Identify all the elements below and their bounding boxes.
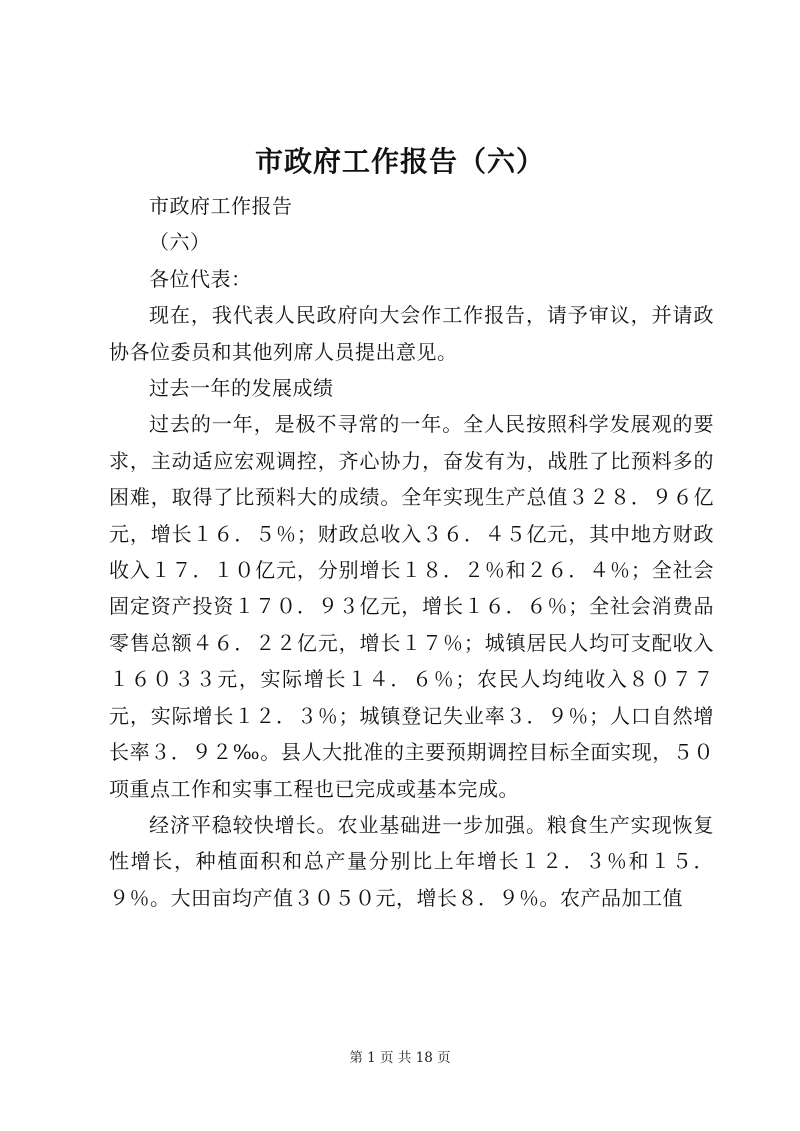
- paragraph-subtitle: 市政府工作报告: [149, 194, 293, 218]
- paragraph-economy: 经济平稳较快增长。农业基础进一步加强。粮食生产实现恢复性增长，种植面积和总产量分别比上年增长１２．３％和１５．９％。大田亩均产值３０５０元，增长８．９％。农产品加工值: [109, 812, 714, 910]
- document-title: 市政府工作报告（六）: [254, 145, 545, 178]
- page-footer: 第 1 页 共 18 页: [349, 1050, 451, 1066]
- document-body: [109, 188, 714, 916]
- paragraph-salutation: 各位代表：: [149, 266, 252, 291]
- section-heading: 过去一年的发展成绩: [149, 376, 334, 401]
- paragraph-number: （六）: [149, 230, 211, 255]
- paragraph-intro: 现在，我代表人民政府向大会作工作报告，请予审议，并请政协各位委员和其他列席人员提出意见。: [109, 303, 714, 364]
- paragraph-achievements: 过去的一年，是极不寻常的一年。全人民按照科学发展观的要求，主动适应宏观调控，齐心协力，奋发有为，战胜了比预料多的困难，取得了比预料大的成绩。全年实现生产总值３２８．９６亿元，增长１６．５％；财政总收入３６．４５亿元，其中地方财政收入１７．１０亿元，分别增长１８．２％和２６．４％；全社会固定资产投资１７０．９３亿元，增长１６．６％；全社会消费品零售总额４６．２２亿元，增长１７％；城镇居民人均可支配收入１６０３３元，实际增长１４．６％；农民人均纯收入８０７７元，实际增长１２．３％；城镇登记失业率３．９％；人口自然增长率３．９２‰。县人大批准的主要预期调控目标全面实现，５０项重点工作和实事工程也已完成或基本完成。: [109, 412, 714, 801]
